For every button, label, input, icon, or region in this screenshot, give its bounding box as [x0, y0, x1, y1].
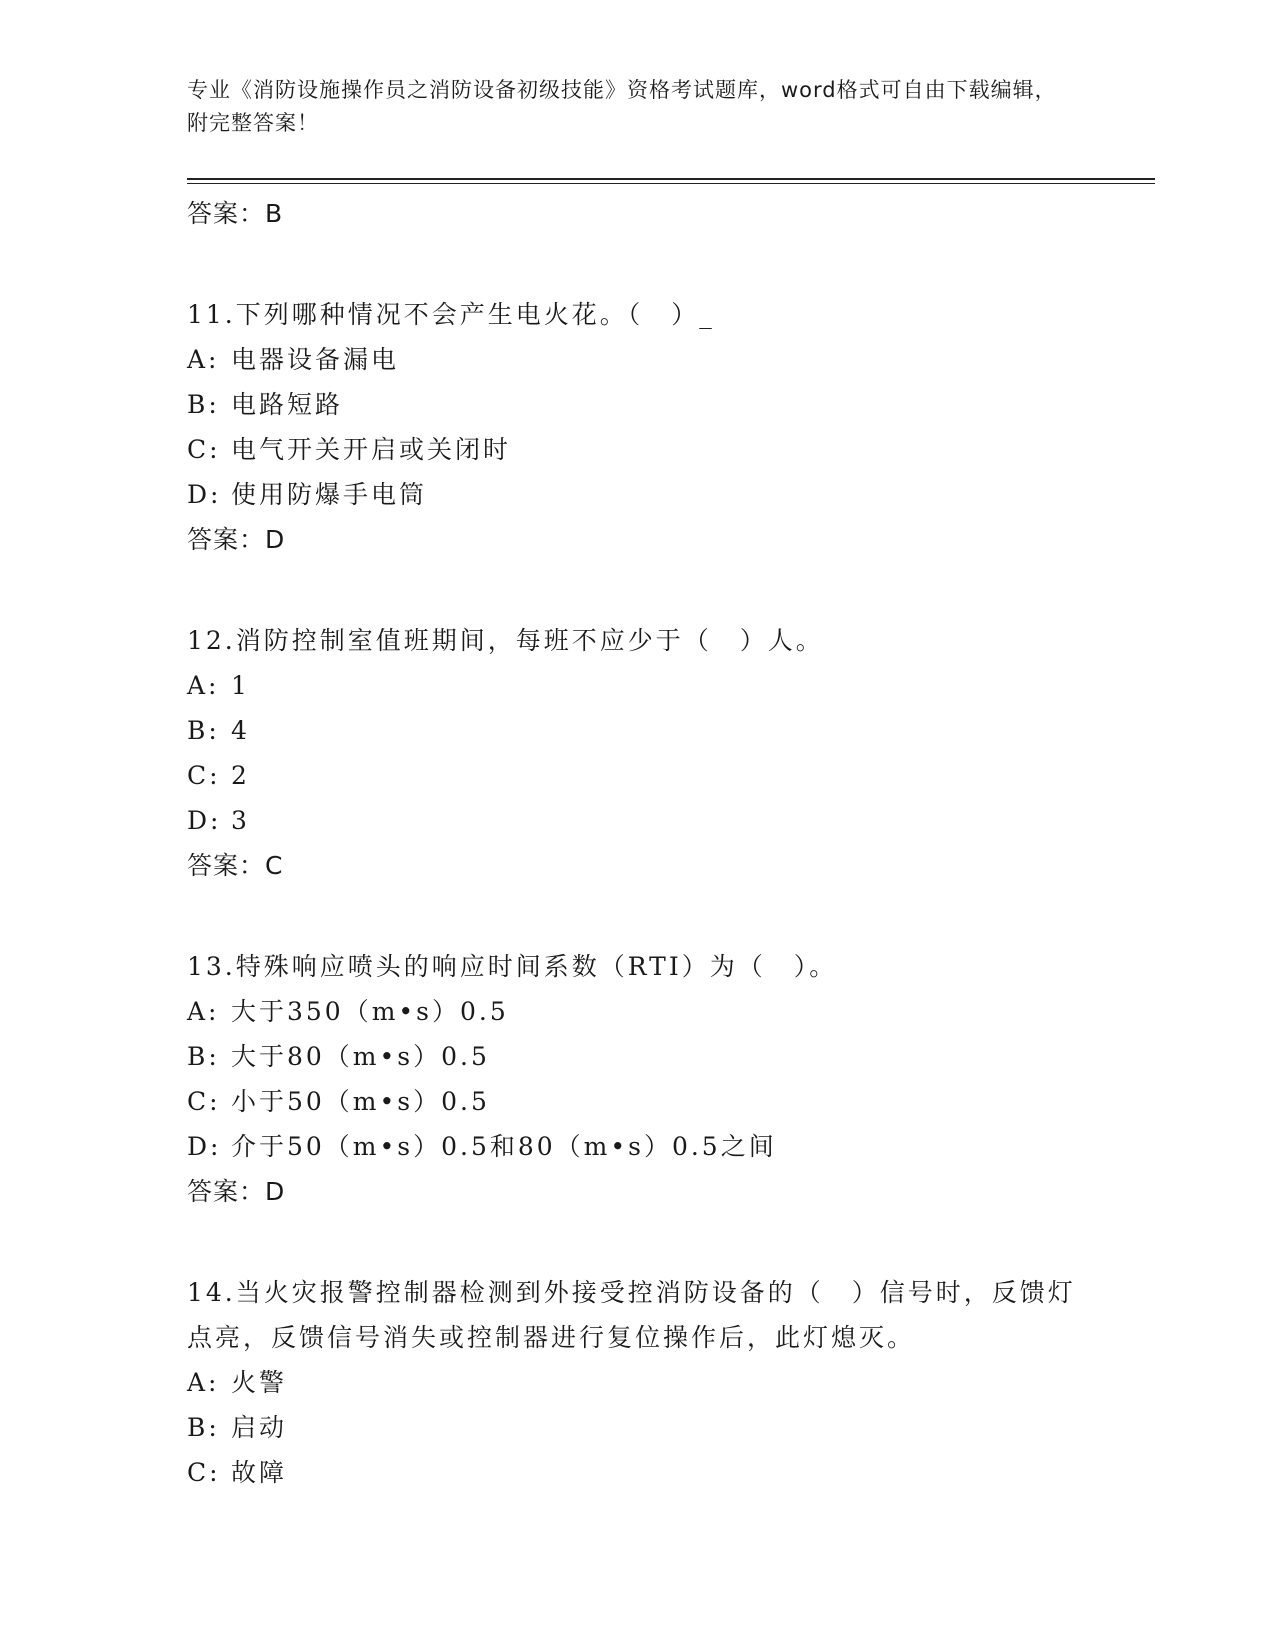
- option-letter: B:: [187, 390, 220, 419]
- answer-line: 答案：D: [187, 1177, 286, 1206]
- question-item: [187, 1270, 1087, 1495]
- option-b: [187, 1034, 1087, 1079]
- header-divider: [187, 178, 1155, 180]
- answer-line: 答案：B: [187, 199, 284, 228]
- option-text: 大于80（m•s）0.5: [231, 1042, 490, 1071]
- option-a: [187, 337, 1087, 382]
- option-c: [187, 753, 1087, 798]
- option-letter: A:: [187, 1368, 220, 1397]
- option-text: 介于50（m•s）0.5和80（m•s）0.5之间: [231, 1132, 777, 1161]
- option-text: 火警: [231, 1368, 288, 1397]
- option-text: 大于350（m•s）0.5: [231, 997, 509, 1026]
- option-letter: C:: [187, 1458, 221, 1487]
- option-letter: D:: [187, 806, 222, 835]
- option-text: 使用防爆手电筒: [231, 480, 428, 509]
- option-text: 小于50（m•s）0.5: [231, 1087, 490, 1116]
- option-text: 2: [231, 761, 250, 790]
- option-a: [187, 1360, 1087, 1405]
- option-d: [187, 1124, 1087, 1169]
- option-text: 1: [231, 671, 250, 700]
- question-stem: 13.特殊响应喷头的响应时间系数（RTI）为（ ）。: [187, 952, 838, 981]
- option-letter: C:: [187, 435, 221, 464]
- option-letter: B:: [187, 716, 220, 745]
- option-letter: A:: [187, 671, 220, 700]
- option-a: [187, 663, 1087, 708]
- option-a: [187, 989, 1087, 1034]
- answer-line: 答案：D: [187, 525, 286, 554]
- option-letter: B:: [187, 1413, 220, 1442]
- option-text: 3: [231, 806, 250, 835]
- question-item: [187, 618, 1087, 888]
- option-letter: C:: [187, 1087, 221, 1116]
- question-item: [187, 292, 1087, 562]
- option-letter: B:: [187, 1042, 220, 1071]
- option-b: [187, 382, 1087, 427]
- option-letter: D:: [187, 480, 222, 509]
- option-b: [187, 708, 1087, 753]
- option-letter: D:: [187, 1132, 222, 1161]
- question-stem: 12.消防控制室值班期间，每班不应少于（ ）人。: [187, 626, 824, 655]
- question-item: [187, 944, 1087, 1214]
- question-stem: 14.当火灾报警控制器检测到外接受控消防设备的（ ）信号时，反馈灯点亮，反馈信号消失或控制器进行复位操作后，此灯熄灭。: [187, 1278, 1076, 1352]
- question-stem: 11.下列哪种情况不会产生电火花。（ ）_: [187, 300, 715, 329]
- option-d: [187, 472, 1087, 517]
- header-divider-thin: [187, 183, 1155, 184]
- option-text: 故障: [231, 1458, 288, 1487]
- option-text: 电路短路: [231, 390, 344, 419]
- answer-line: 答案：C: [187, 851, 284, 880]
- document-header: 专业《消防设施操作员之消防设备初级技能》资格考试题库，word格式可自由下载编辑，附完整答案！: [187, 78, 1057, 135]
- option-c: [187, 1450, 1087, 1495]
- option-letter: A:: [187, 997, 220, 1026]
- option-letter: A:: [187, 345, 220, 374]
- option-text: 电气开关开启或关闭时: [231, 435, 512, 464]
- option-letter: C:: [187, 761, 221, 790]
- option-c: [187, 427, 1087, 472]
- option-text: 电器设备漏电: [231, 345, 400, 374]
- option-c: [187, 1079, 1087, 1124]
- question-list: [187, 191, 1087, 1495]
- option-d: [187, 798, 1087, 843]
- option-text: 4: [231, 716, 250, 745]
- option-b: [187, 1405, 1087, 1450]
- option-text: 启动: [231, 1413, 288, 1442]
